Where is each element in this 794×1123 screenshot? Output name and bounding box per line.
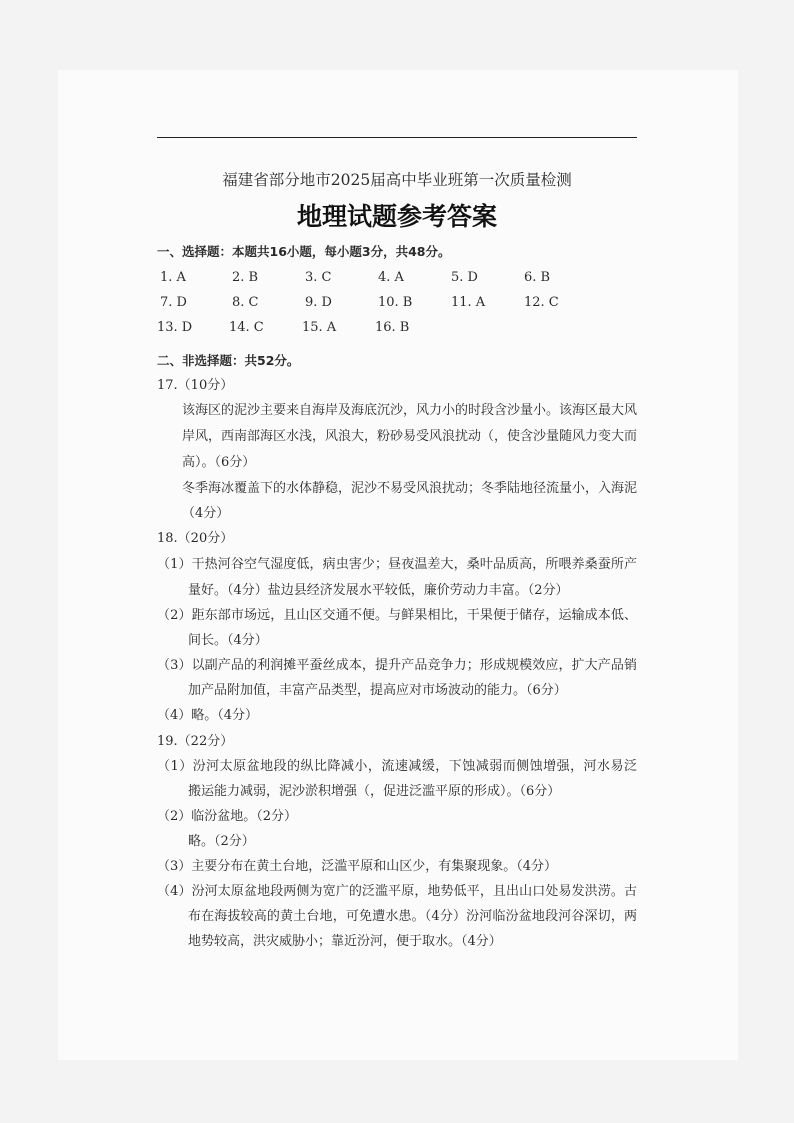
q19-line: （3）主要分布在黄土台地，泛滥平原和山区少，有集聚现象。（4分）	[157, 859, 558, 874]
answer-item: 5. D	[451, 270, 478, 285]
q17-line: 岸风，西南部海区水浅，风浪大，粉砂易受风浪扰动（，使含沙量随风力变大而	[182, 429, 637, 444]
q17-label: 17.（10分）	[157, 378, 234, 393]
answer-item: 13. D	[157, 320, 193, 335]
answer-item: 14. C	[229, 320, 264, 335]
answer-item: 9. D	[305, 295, 332, 310]
header-rule	[157, 137, 637, 138]
answer-item: 4. A	[378, 270, 404, 285]
answer-item: 11. A	[451, 295, 486, 310]
answer-item: 7. D	[160, 295, 187, 310]
q18-line: （1）干热河谷空气湿度低，病虫害少；昼夜温差大，桑叶品质高，所喂养桑蚕所产	[157, 557, 637, 572]
page-title: 地理试题参考答案	[296, 202, 497, 231]
answer-item: 12. C	[524, 295, 559, 310]
q19-line: 搬运能力减弱，泥沙淤积增强（，促进泛滥平原的形成）。（6分）	[188, 784, 561, 799]
q19-line: 略。（2分）	[188, 834, 255, 849]
q17-line: 该海区的泥沙主要来自海岸及海底沉沙，风力小的时段含沙量小。该海区最大风	[182, 403, 637, 418]
q19-label: 19.（22分）	[157, 734, 234, 749]
answer-item: 3. C	[305, 270, 332, 285]
q17-line: 冬季海冰覆盖下的水体静稳，泥沙不易受风浪扰动；冬季陆地径流量小，入海泥	[182, 481, 637, 496]
q17-line: （4分）	[182, 506, 230, 521]
answer-item: 16. B	[375, 320, 410, 335]
answer-item: 10. B	[378, 295, 413, 310]
answer-item: 1. A	[160, 270, 186, 285]
q18-line: （4）略。（4分）	[157, 708, 259, 723]
q19-line: （4）汾河太原盆地段两侧为宽广的泛滥平原，地势低平，且出山口处易发洪涝。古	[157, 884, 637, 899]
answer-item: 15. A	[302, 320, 337, 335]
q18-line: （3）以副产品的利润摊平蚕丝成本，提升产品竞争力；形成规模效应，扩大产品销	[157, 658, 637, 673]
answer-item: 8. C	[232, 295, 259, 310]
answer-item: 2. B	[232, 270, 259, 285]
q19-line: （2）临汾盆地。（2分）	[157, 809, 298, 824]
q19-line: （1）汾河太原盆地段的纵比降减小，流速减缓，下蚀减弱而侧蚀增强，河水易泛	[157, 759, 637, 774]
q18-line: 量好。（4分）盐边县经济发展水平较低，廉价劳动力丰富。（2分）	[188, 583, 569, 598]
q19-line: 地势较高，洪灾威胁小；靠近汾河，便于取水。（4分）	[188, 934, 502, 949]
q18-line: 加产品附加值，丰富产品类型，提高应对市场波动的能力。（6分）	[188, 683, 567, 698]
q18-line: 间长。（4分）	[188, 633, 268, 648]
section2-heading: 二、非选择题：共52分。	[157, 353, 300, 368]
q18-label: 18.（20分）	[157, 531, 234, 546]
q19-line: 布在海拔较高的黄土台地，可免遭水患。（4分）汾河临汾盆地段河谷深切，两	[188, 909, 637, 924]
section1-heading: 一、选择题：本题共16小题，每小题3分，共48分。	[157, 244, 451, 259]
q17-line: 高）。（6分）	[182, 455, 256, 470]
exam-subtitle: 福建省部分地市2025届高中毕业班第一次质量检测	[222, 171, 572, 189]
answer-item: 6. B	[524, 270, 551, 285]
q18-line: （2）距东部市场远，且山区交通不便。与鲜果相比，干果便于储存，运输成本低、	[157, 608, 637, 623]
